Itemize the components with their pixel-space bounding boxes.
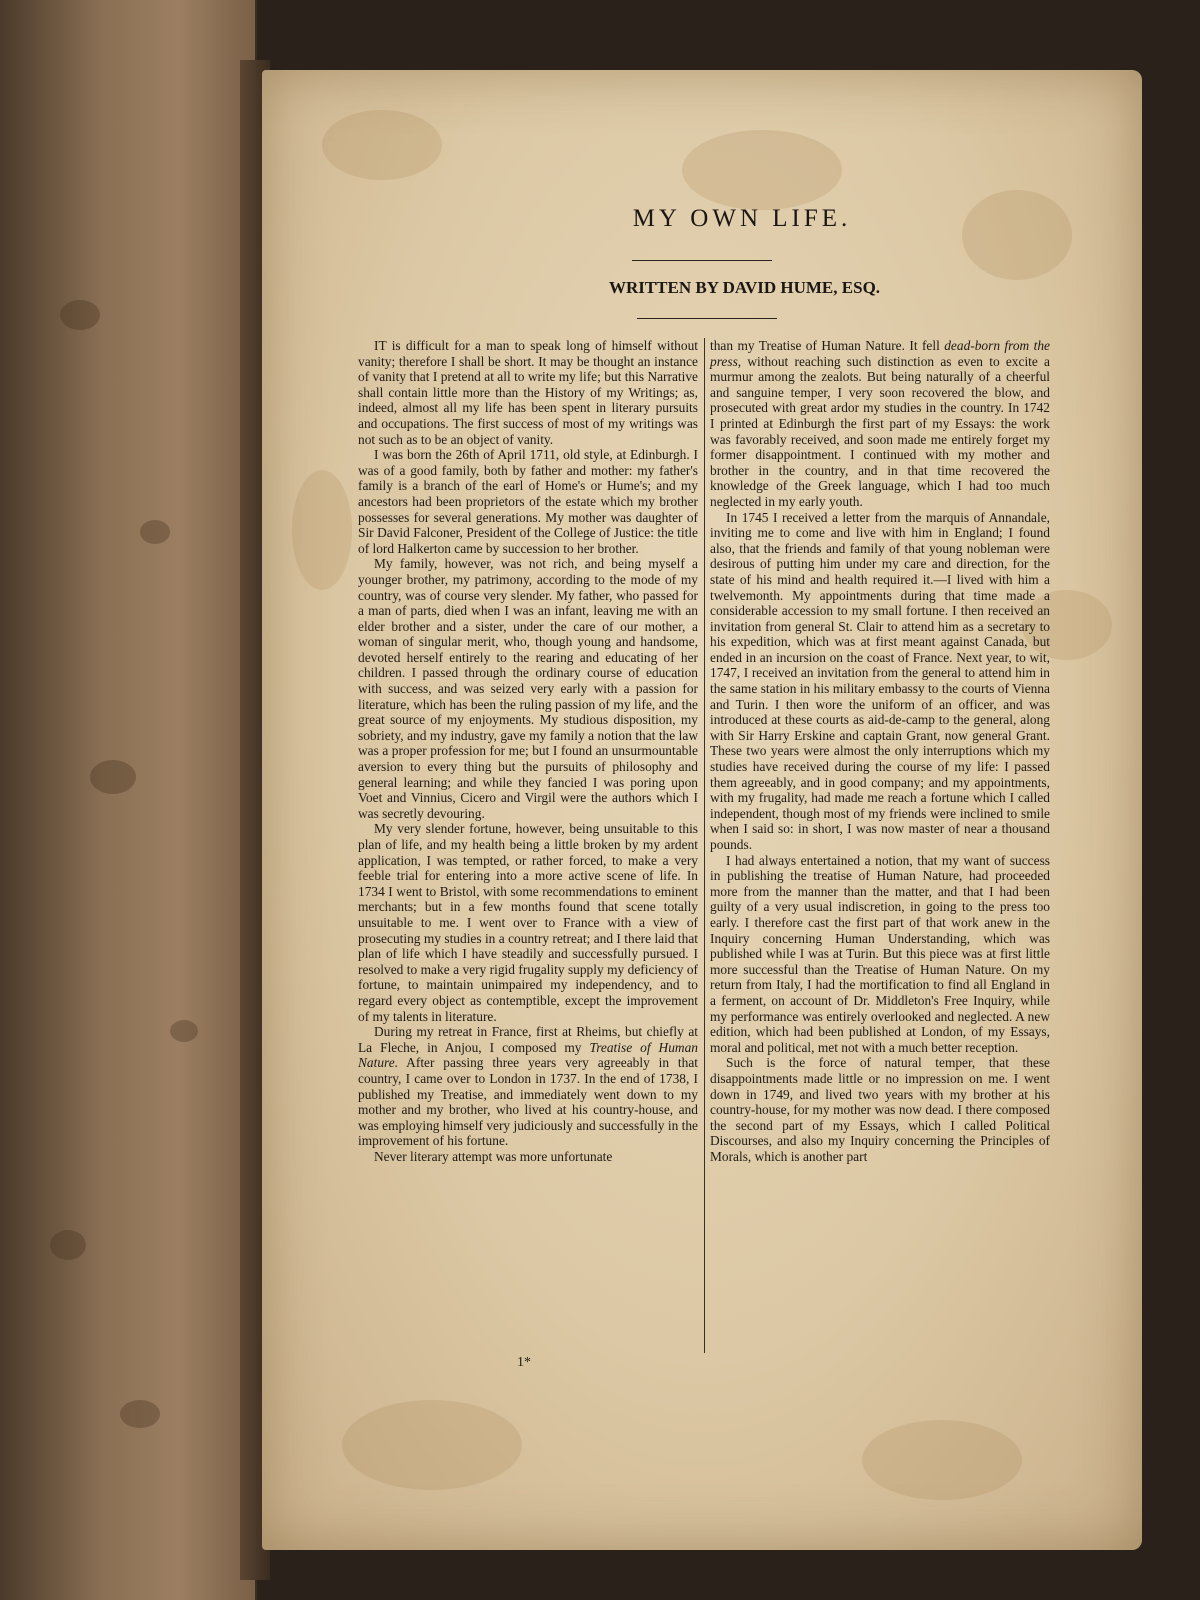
italic-phrase: dead-born from the press,	[710, 338, 1050, 369]
paragraph: than my Treatise of Human Nature. It fell dead-born from the press, without reaching such distinction as even to excite a murmur among the zealots. But being naturally of a cheerful and sanguine temper, I very soon recovered the blow, and prosecuted with great ardor my studies in the country. In 1742 I printed at Edinburgh the first part of my Essays: the work was favorably received, and soon made me entirely forget my former disappointment. I continued with my mother and brother in the country, and in that time recovered the knowledge of the Greek language, which I had too much neglected in my early youth.	[710, 338, 1050, 509]
page-number: 1*	[517, 1355, 531, 1370]
paragraph: My very slender fortune, however, being unsuitable to this plan of life, and my health being a little broken by my ardent application, I was tempted, or rather forced, to make a very feeble trial for entering into a more active scene of life. In 1734 I went to Bristol, with some recommendations to eminent merchants; but in a few months found that scene totally unsuitable to me. I went over to France with a view of prosecuting my studies in a country retreat; and I there laid that plan of life which I have steadily and successfully pursued. I resolved to make a very rigid frugality supply my deficiency of fortune, to maintain unimpaired my independency, and to regard every object as contemptible, except the improvement of my talents in literature.	[358, 821, 698, 1024]
paragraph: Such is the force of natural temper, that these disappointments made little or no impression on me. I went down in 1749, and lived two years with my brother at his country-house, for my mother was now dead. I there composed the second part of my Essays, which I called Political Discourses, and also my Inquiry concerning the Principles of Morals, which is another part	[710, 1055, 1050, 1164]
page-title: MY OWN LIFE.	[632, 205, 852, 232]
paragraph: I had always entertained a notion, that my want of success in publishing the treatise of Human Nature, had proceeded more from the manner than the matter, and that I had been guilty of a very usual indiscretion, in going to the press too early. I therefore cast the first part of that work anew in the Inquiry concerning Human Understanding, which was published while I was at Turin. But this piece was at first little more successful than the Treatise of Human Nature. On my return from Italy, I had the mortification to find all England in a ferment, on account of Dr. Middleton's Free Inquiry, while my performance was entirely overlooked and neglected. A new edition, which had been published at London, of my Essays, moral and political, met not with a much better reception.	[710, 852, 1050, 1055]
page-subtitle: WRITTEN BY DAVID HUME, ESQ.	[608, 278, 881, 297]
paragraph: In 1745 I received a letter from the marquis of Annandale, inviting me to come and live with him in England; I found also, that the friends and family of that young nobleman were desirous of putting him under my care and direction, for the state of his mind and health required it.—I lived with him a twelvemonth. My appointments during that time made a considerable accession to my small fortune. I then received an invitation from general St. Clair to attend him as a secretary to his expedition, which was at first meant against Canada, but ended in an incursion on the coast of France. Next year, to wit, 1747, I received an invitation from the general to attend him in the same station in his military embassy to the courts of Vienna and Turin. I then wore the uniform of an officer, and was introduced at these courts as aid-de-camp to the general, along with Sir Harry Erskine and captain Grant, now general Grant. These two years were almost the only interruptions which my studies have received during the course of my life: I passed them agreeably, and in good company; and my appointments, with my frugality, had made me reach a fortune which I called independent, though most of my friends were inclined to smile when I said so: in short, I was now master of near a thousand pounds.	[710, 509, 1050, 852]
book-page	[262, 70, 1142, 1550]
column-divider	[704, 338, 705, 1353]
paragraph: IT is difficult for a man to speak long of himself without vanity; therefore I shall be short. It may be thought an instance of vanity that I pretend at all to write my life; but this Narrative shall contain little more than the History of my Writings; as, indeed, almost all my life has been spent in literary pursuits and occupations. The first success of most of my writings was not such as to be an object of vanity.	[358, 338, 698, 447]
paragraph: Never literary attempt was more unfortunate	[374, 1148, 613, 1164]
subtitle-rule	[637, 318, 777, 319]
title-rule	[632, 260, 772, 261]
book-title-italic: Treatise of Human Nature.	[358, 1039, 698, 1071]
paragraph: My family, however, was not rich, and being myself a younger brother, my patrimony, according to the mode of my country, was of course very slender. My father, who passed for a man of parts, died when I was an infant, leaving me with an elder brother and a sister, under the care of our mother, a woman of singular merit, who, though young and handsome, devoted herself entirely to the rearing and educating of her children. I passed through the ordinary course of education with success, and was seized very early with a passion for literature, which has been the ruling passion of my life, and the great source of my enjoyments. My studious disposition, my sobriety, and my industry, gave my family a notion that the law was a proper profession for me; but I found an unsurmountable aversion to every thing but the pursuits of philosophy and general learning; and while they fancied I was poring upon Voet and Vinnius, Cicero and Virgil were the authors which I was secretly devouring.	[358, 556, 698, 821]
paragraph: I was born the 26th of April 1711, old style, at Edinburgh. I was of a good family, both by father and mother: my father's family is a branch of the earl of Home's or Hume's; and my ancestors had been proprietors of the estate which my brother possesses for several generations. My mother was daughter of Sir David Falconer, President of the College of Justice: the title of lord Halkerton came by succession to her brother.	[358, 447, 698, 556]
paragraph: During my retreat in France, first at Rheims, but chiefly at La Fleche, in Anjou, I composed my Treatise of Human Nature. After passing three years very agreeably in that country, I came over to London in 1737. In the end of 1738, I published my Treatise, and immediately went down to my mother and my brother, who lived at his country-house, and was employing himself very judiciously and successfully in the improvement of his fortune.	[358, 1024, 698, 1149]
facing-page	[0, 0, 257, 1600]
left-text-column	[358, 338, 698, 1164]
right-text-column	[710, 338, 1050, 1164]
